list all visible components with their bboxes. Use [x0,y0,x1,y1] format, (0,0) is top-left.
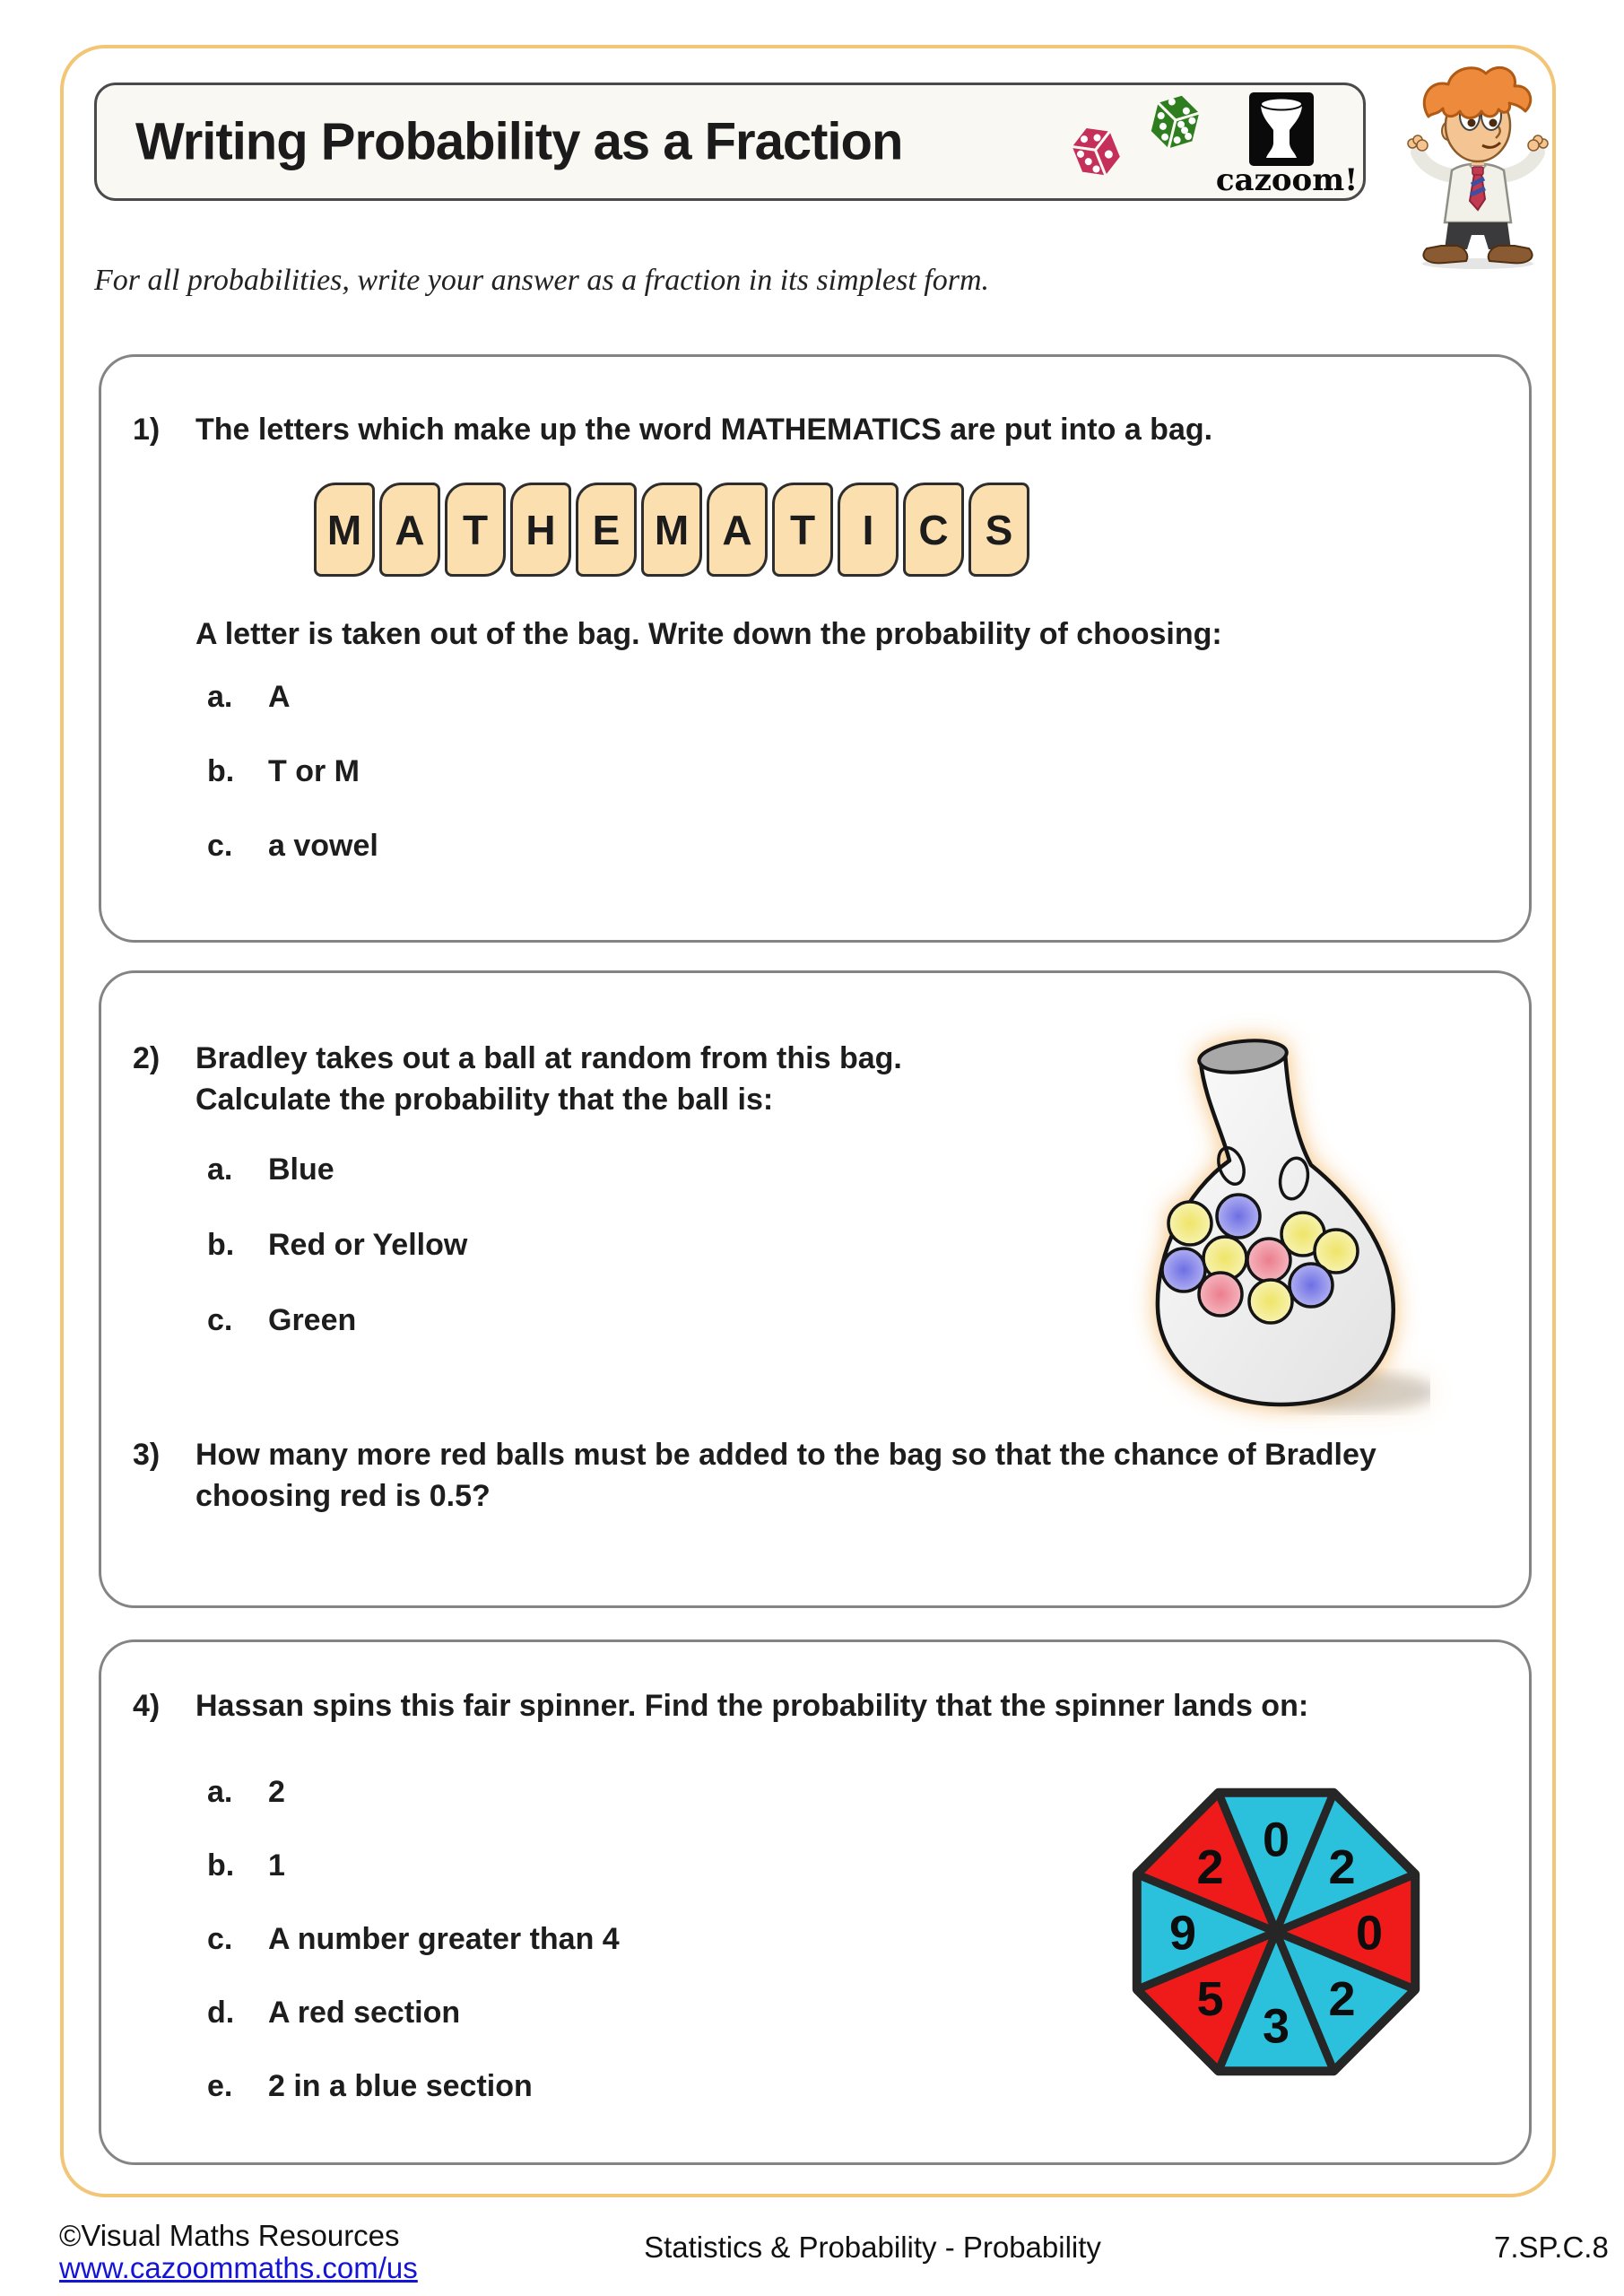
item-text: a vowel [268,829,378,863]
yellow-ball [1168,1202,1211,1245]
question-text: The letters which make up the word MATHEMATICS are put into a bag. [195,413,1213,447]
letter-tile: S [968,483,1029,577]
spinner-image [1115,1770,1437,2093]
spinner-number: 3 [1262,1999,1290,2054]
item-label: a. [207,1152,233,1187]
blue-ball [1162,1248,1205,1292]
spinner-number: 5 [1196,1971,1224,2026]
blue-ball [1290,1264,1333,1307]
item-text: Green [268,1303,357,1337]
blue-ball [1217,1195,1260,1238]
item-label: b. [207,1848,235,1883]
spinner-number: 0 [1262,1813,1290,1867]
question-item [101,680,1529,718]
instruction-text: For all probabilities, write your answer as a fraction in its simplest form. [94,264,990,297]
cazoom-logo-text: cazoom! [1215,162,1359,198]
letter-tile: M [641,483,702,577]
item-text: 2 [268,1775,285,1809]
spinner-number: 2 [1328,1839,1356,1894]
question-1-box [99,354,1532,943]
item-label: b. [207,1228,235,1262]
red-die-icon [1056,116,1137,191]
item-text: A number greater than 4 [268,1922,620,1956]
cazoom-drum-icon [1249,92,1314,166]
question-2-3-box [99,970,1532,1608]
question-text-line: Bradley takes out a ball at random from this bag. [195,1041,902,1075]
footer-category: Statistics & Probability - Probability [644,2231,1101,2264]
letter-tiles [314,483,1029,577]
footer-link[interactable]: www.cazoommaths.com/us [59,2251,418,2284]
question-text: Hassan spins this fair spinner. Find the probability that the spinner lands on: [195,1689,1309,1723]
green-die-icon [1133,85,1216,164]
spinner-number: 2 [1328,1971,1356,2026]
item-text: 2 in a blue section [268,2069,533,2103]
spinner-number: 9 [1168,1906,1197,1961]
question-number: 4) [133,1689,161,1723]
question-number: 1) [133,413,161,447]
item-text: T or M [268,754,360,788]
red-ball [1247,1239,1290,1282]
bag-of-balls-image [1134,1012,1430,1415]
letter-tile: I [838,483,899,577]
mascot-icon [1402,59,1554,270]
question-text-line: choosing red is 0.5? [195,1479,491,1513]
question-item [101,829,1529,866]
item-label: e. [207,2069,233,2103]
item-label: a. [207,680,233,714]
item-label: b. [207,754,235,788]
footer-standard-code: 7.SP.C.8 [1494,2231,1609,2264]
question-item [101,754,1529,792]
red-ball [1199,1273,1242,1316]
letter-tile: H [510,483,571,577]
worksheet-title: Writing Probability as a Fraction [135,112,903,171]
footer-copyright: ©Visual Maths Resources [59,2219,400,2252]
item-label: c. [207,1303,233,1337]
spinner-number: 2 [1196,1839,1224,1894]
yellow-ball [1249,1280,1292,1323]
spinner-number: 0 [1355,1906,1384,1961]
item-text: Red or Yellow [268,1228,468,1262]
letter-tile: C [903,483,964,577]
letter-tile: E [576,483,637,577]
letter-tile: T [772,483,833,577]
letter-tile: A [379,483,440,577]
item-label: d. [207,1996,235,2030]
question-number: 3) [133,1438,161,1472]
header [94,83,1366,201]
letter-tile: T [445,483,506,577]
item-label: c. [207,829,233,863]
question-4-box [99,1639,1532,2165]
item-text: A [268,680,291,714]
question-number: 2) [133,1041,161,1075]
letter-tile: A [707,483,768,577]
question-text-line: How many more red balls must be added to the bag so that the chance of Bradley [195,1438,1376,1472]
item-text: A red section [268,1996,461,2030]
question-subtext: A letter is taken out of the bag. Write down the probability of choosing: [195,617,1222,651]
item-label: a. [207,1775,233,1809]
letter-tile: M [314,483,375,577]
question-text-line: Calculate the probability that the ball is: [195,1083,774,1117]
item-text: Blue [268,1152,334,1187]
item-label: c. [207,1922,233,1956]
item-text: 1 [268,1848,285,1883]
